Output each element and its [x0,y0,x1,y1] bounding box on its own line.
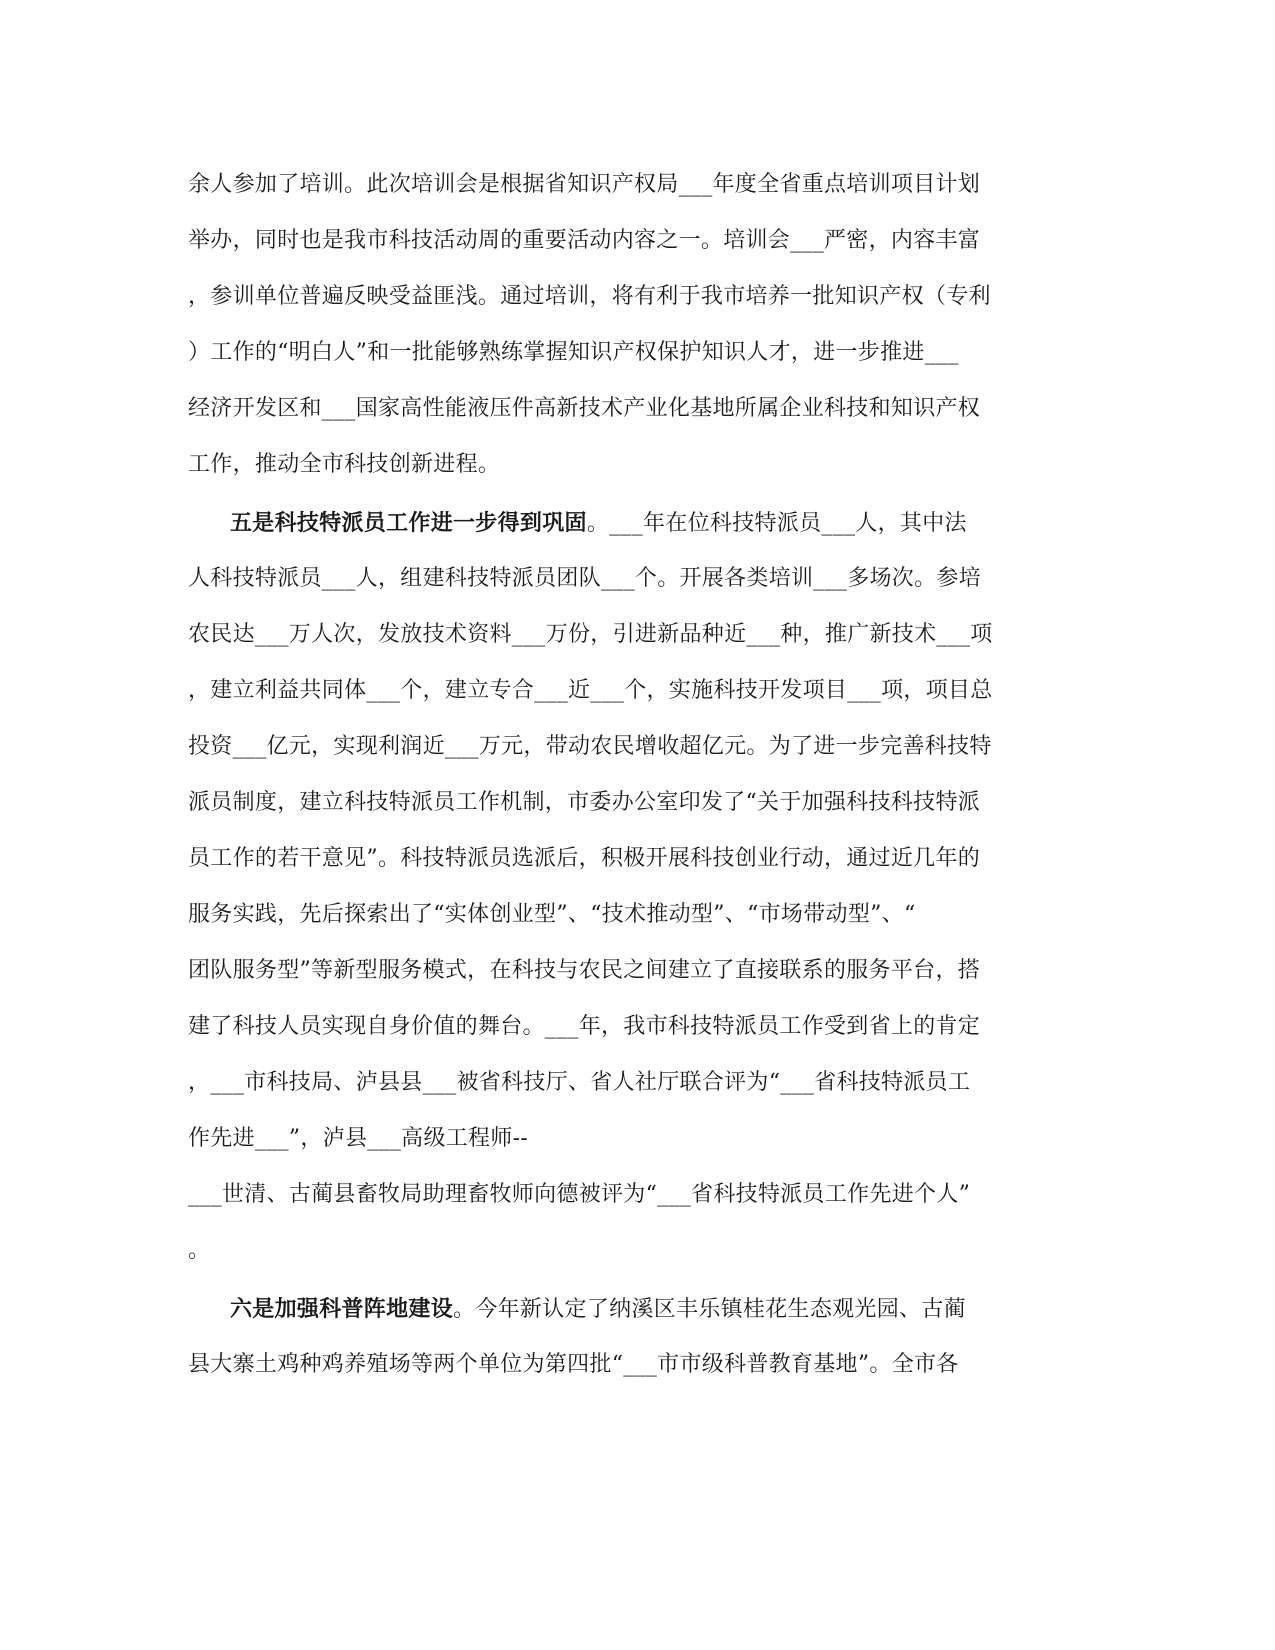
text-line: ___世清、古蔺县畜牧局助理畜牧师向德被评为“___省科技特派员工作先进个人” [188,1182,971,1207]
text-line: ）工作的“明白人”和一批能够熟练掌握知识产权保护知识人才，进一步推进___ [188,340,959,365]
text-run: 。___年在位科技特派员___人，其中法 [586,511,967,536]
text-run: 。今年新认定了纳溪区丰乐镇桂花生态观光园、古蔺 [453,1297,966,1322]
text-line: 农民达___万人次，发放技术资料___万份，引进新品种近___种，推广新技术___项 [188,622,993,647]
text-line: 服务实践，先后探索出了“实体创业型”、“技术推动型”、“市场带动型”、“ [188,902,916,927]
paragraph-heading: 六是加强科普阵地建设 [230,1296,454,1322]
text-line: 工作，推动全市科技创新进程。 [188,452,501,477]
text-line: 员工作的若干意见”。科技特派员选派后，积极开展科技创业行动，通过近几年的 [188,846,981,871]
text-line: 投资___亿元，实现利润近___万元，带动农民增收超亿元。为了进一步完善科技特 [188,734,992,759]
paragraph-first-line [230,508,1130,539]
text-line: 举办，同时也是我市科技活动周的重要活动内容之一。培训会___严密，内容丰富 [188,228,981,253]
text-line: ，建立利益共同体___个，建立专合___近___个，实施科技开发项目___项，项目总 [188,678,993,703]
text-line: 建了科技人员实现自身价值的舞台。___年，我市科技特派员工作受到省上的肯定 [188,1014,981,1039]
text-line: 团队服务型”等新型服务模式，在科技与农民之间建立了直接联系的服务平台，搭 [188,958,981,983]
paragraph-first-line [230,1294,1130,1325]
text-line: 。 [188,1238,211,1263]
text-line: 派员制度，建立科技特派员工作机制，市委办公室印发了“关于加强科技科技特派 [188,790,981,815]
text-line: ，参训单位普遍反映受益匪浅。通过培训，将有利于我市培养一批知识产权（专利 [188,284,991,309]
text-line: 经济开发区和___国家高性能液压件高新技术产业化基地所属企业科技和知识产权 [188,396,981,421]
text-line: 作先进___”，泸县___高级工程师-- [188,1126,529,1151]
text-line: ，___市科技局、泸县县___被省科技厅、省人社厅联合评为“___省科技特派员工 [188,1070,971,1095]
text-line: 余人参加了培训。此次培训会是根据省知识产权局___年度全省重点培训项目计划 [188,172,981,197]
paragraph-heading: 五是科技特派员工作进一步得到巩固 [230,510,587,536]
text-line: 人科技特派员___人，组建科技特派员团队___个。开展各类培训___多场次。参培 [188,566,982,591]
text-line: 县大寨土鸡种鸡养殖场等两个单位为第四批“___市市级科普教育基地”。全市各 [188,1352,959,1377]
